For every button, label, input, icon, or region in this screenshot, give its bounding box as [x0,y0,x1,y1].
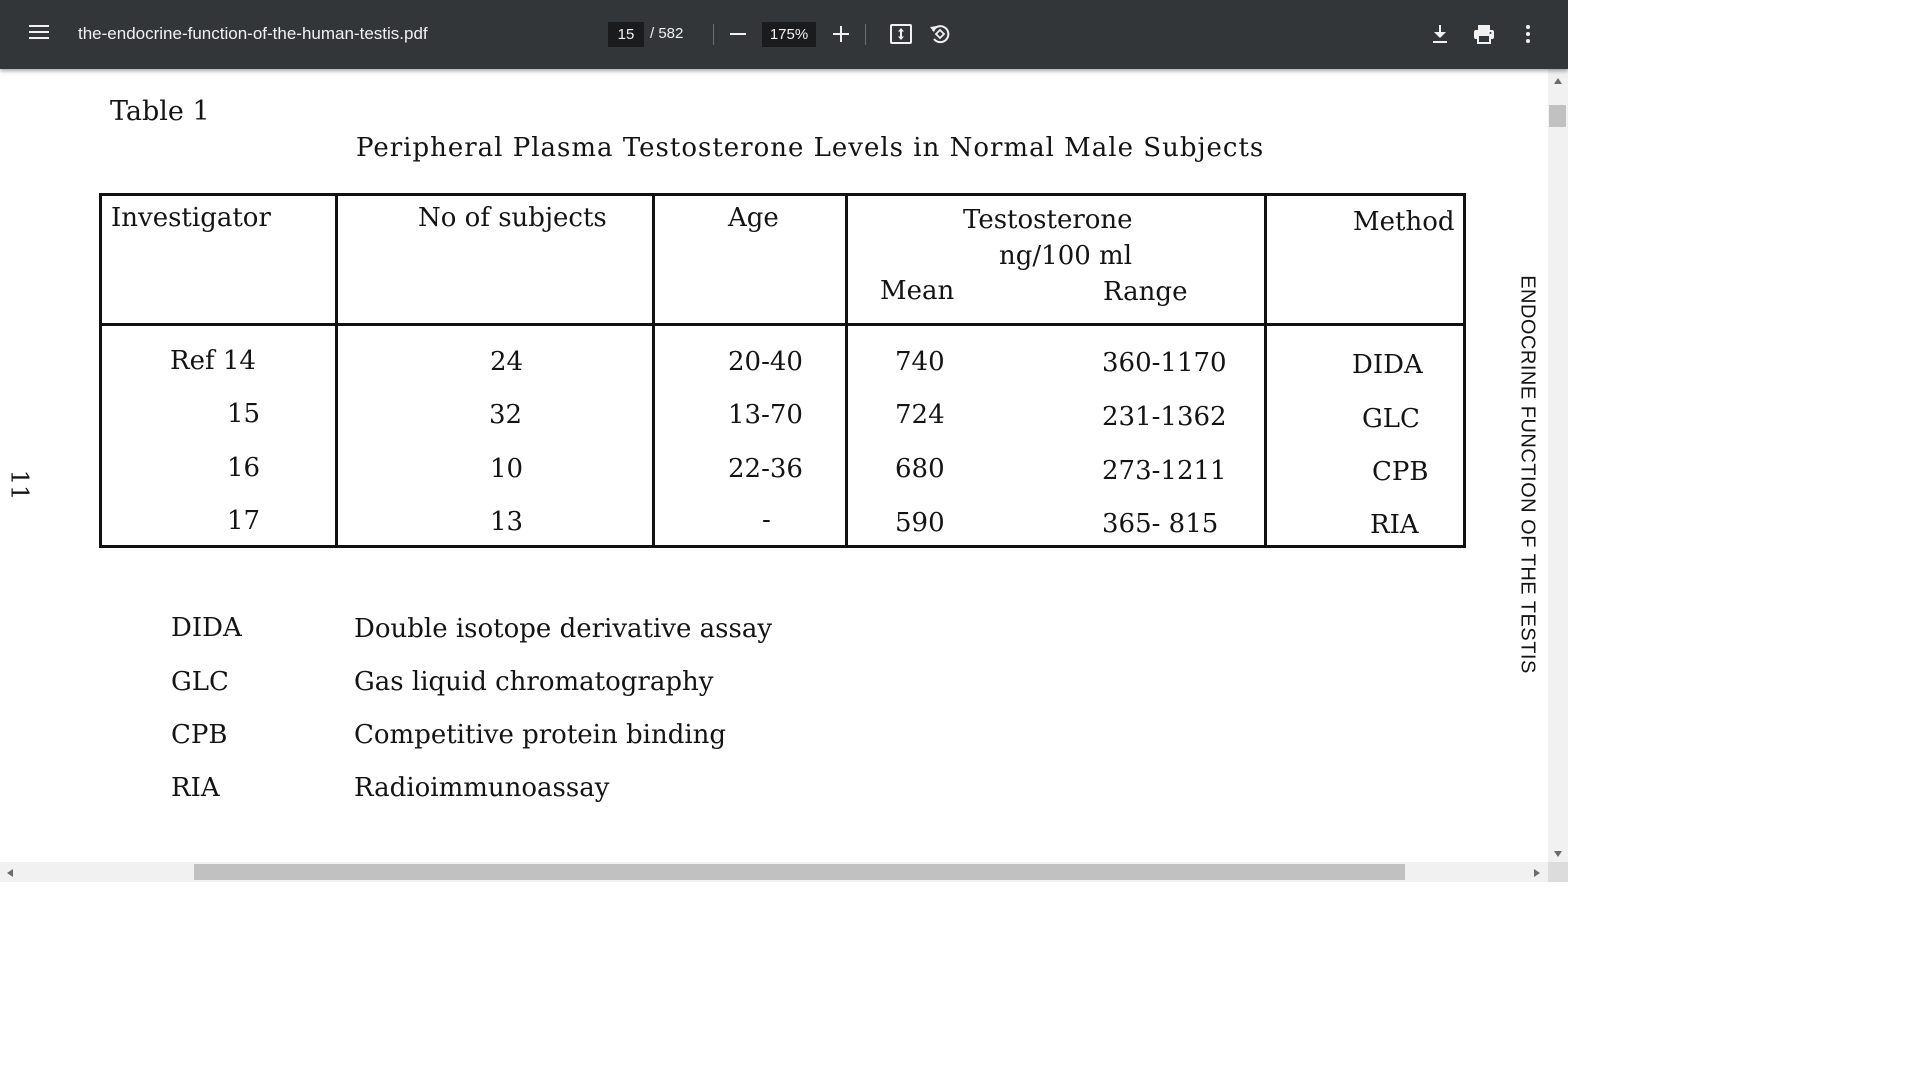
page-number: 11 [5,469,34,501]
legend-description: Gas liquid chromatography [354,667,714,697]
header-subjects: No of subjects [418,203,607,233]
plus-icon [832,25,850,43]
data-table [99,193,1466,548]
scroll-left-button[interactable] [3,865,17,879]
header-investigator: Investigator [111,203,271,233]
print-button[interactable] [1468,18,1500,50]
table-cell-range: 365- 815 [1102,509,1219,539]
table-cell-subjects: 32 [489,400,523,430]
table-cell-subjects: 10 [490,454,524,484]
rotate-button[interactable] [924,18,956,50]
table-cell-mean: 724 [895,400,945,430]
table-cell-investigator: Ref 14 [170,346,256,376]
table-cell-range: 360-1170 [1102,348,1227,378]
zoom-out-button[interactable] [722,18,754,50]
table-cell-investigator: 15 [227,399,261,429]
toolbar [0,0,1568,69]
vertical-scrollbar[interactable] [1548,69,1568,862]
menu-icon [28,23,50,45]
page-number-input[interactable] [608,22,644,47]
rotate-icon [928,22,952,46]
minus-icon [729,25,747,43]
legend-description: Radioimmunoassay [354,773,610,803]
scroll-up-button[interactable] [1551,72,1565,86]
table-cell-subjects: 24 [490,347,524,377]
fit-page-icon [889,23,913,45]
running-head: ENDOCRINE FUNCTION OF THE TESTIS [1516,275,1539,674]
table-cell-method: DIDA [1352,350,1423,380]
table-column-divider [845,196,848,545]
table-cell-range: 273-1211 [1102,456,1227,486]
table-cell-age: - [762,505,771,535]
table-column-divider [335,196,338,545]
table-cell-mean: 590 [895,508,945,538]
more-options-button[interactable] [1512,18,1544,50]
arrow-down-icon [1553,843,1563,862]
more-vert-icon [1525,24,1531,44]
table-cell-method: RIA [1370,510,1419,540]
toolbar-divider [713,24,714,45]
vertical-scrollbar-thumb[interactable] [1549,105,1566,127]
legend-abbreviation: GLC [171,667,229,697]
document-page [0,69,1548,862]
table-cell-investigator: 17 [227,506,261,536]
legend-abbreviation: RIA [171,773,220,803]
header-range: Range [1103,277,1188,307]
table-column-divider [652,196,655,545]
table-column-divider [1264,196,1267,545]
header-units: ng/100 ml [999,241,1133,271]
table-label: Table 1 [110,96,210,127]
header-method: Method [1353,207,1455,237]
download-icon [1430,23,1450,45]
table-cell-mean: 680 [895,454,945,484]
table-cell-age: 20-40 [728,347,803,377]
download-button[interactable] [1424,18,1456,50]
horizontal-scrollbar-thumb[interactable] [194,864,1405,880]
legend-description: Double isotope derivative assay [354,614,773,644]
total-pages: / 582 [650,25,684,42]
document-title: the-endocrine-function-of-the-human-testis.pdf [78,24,428,43]
table-header-divider [102,323,1463,326]
fit-page-button[interactable] [885,18,917,50]
toolbar-divider [865,24,866,45]
menu-button[interactable] [22,17,56,51]
scroll-down-button[interactable] [1551,845,1565,859]
arrow-left-icon [6,863,14,882]
zoom-level-input[interactable] [762,22,816,47]
legend-abbreviation: DIDA [171,613,242,643]
table-cell-subjects: 13 [490,507,524,537]
legend-description: Competitive protein binding [354,720,727,750]
header-testosterone: Testosterone [963,205,1133,235]
arrow-up-icon [1553,70,1563,89]
table-cell-age: 13-70 [728,400,803,430]
print-icon [1472,23,1496,45]
table-cell-method: GLC [1362,404,1420,434]
scroll-right-button[interactable] [1530,865,1544,879]
table-title: Peripheral Plasma Testosterone Levels in Normal Male Subjects [356,133,1265,163]
legend-abbreviation: CPB [171,720,228,750]
table-cell-range: 231-1362 [1102,402,1227,432]
table-cell-investigator: 16 [227,453,261,483]
header-mean: Mean [880,276,955,306]
table-cell-mean: 740 [895,347,945,377]
scrollbar-corner [1548,862,1568,882]
table-cell-method: CPB [1372,457,1429,487]
arrow-right-icon [1533,863,1541,882]
zoom-in-button[interactable] [825,18,857,50]
table-cell-age: 22-36 [728,454,803,484]
header-age: Age [728,203,779,233]
